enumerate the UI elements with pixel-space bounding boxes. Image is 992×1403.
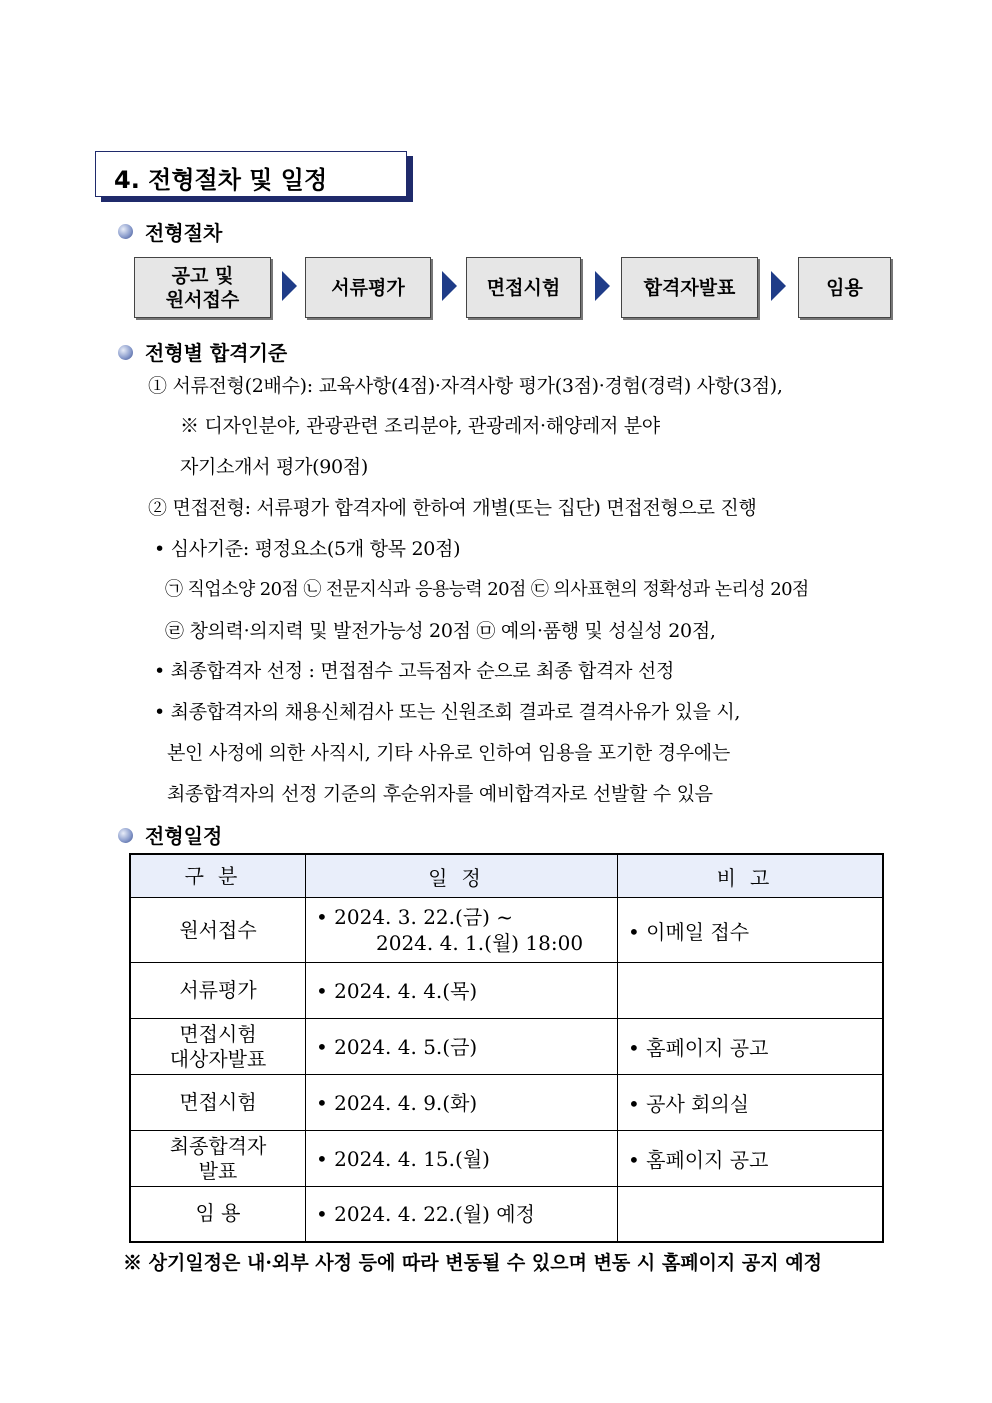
table-row [130, 1019, 883, 1075]
step-label: 공고 및 [171, 264, 234, 287]
row-category [130, 1075, 306, 1131]
section-title-box [95, 151, 407, 197]
procedure-heading: 전형절차 [145, 221, 223, 245]
schedule-table [129, 853, 884, 1243]
step-announcement-result [621, 257, 758, 318]
row-category-text: 최종합격자 [169, 1133, 267, 1158]
row-category [130, 898, 306, 963]
row-category [130, 1187, 306, 1242]
row-category-text: 면접시험 [179, 1021, 257, 1046]
row-note: • 홈페이지 공고 [618, 1019, 884, 1075]
row-date: • 2024. 4. 4.(목) [306, 963, 618, 1019]
header-note: 비고 [618, 854, 884, 898]
step-announcement [134, 257, 271, 318]
table-row [130, 1075, 883, 1131]
table-row [130, 1131, 883, 1187]
criteria-line: • 최종합격자 선정 : 면접점수 고득점자 순으로 최종 합격자 선정 [154, 660, 675, 682]
row-category-text: 대상자발표 [169, 1046, 267, 1071]
criteria-line: 최종합격자의 선정 기준의 후순위자를 예비합격자로 선발할 수 있음 [167, 783, 713, 805]
row-category [130, 1019, 306, 1075]
row-date-text: 2024. 4. 1.(월) 18:00 [376, 931, 584, 955]
row-date [306, 898, 618, 963]
row-category [130, 963, 306, 1019]
schedule-heading: 전형일정 [145, 824, 223, 848]
row-note: • 공사 회의실 [618, 1075, 884, 1131]
row-date: • 2024. 4. 15.(월) [306, 1131, 618, 1187]
arrow-right-icon [442, 271, 457, 301]
step-appointment [798, 257, 891, 318]
step-label: 합격자발표 [643, 276, 736, 299]
arrow-right-icon [282, 271, 297, 301]
arrow-right-icon [771, 271, 786, 301]
step-document-review [305, 257, 431, 318]
row-date: • 2024. 4. 5.(금) [306, 1019, 618, 1075]
header-date: 일정 [306, 854, 618, 898]
row-category-text: 임 용 [195, 1201, 241, 1226]
criteria-line: 본인 사정에 의한 사직시, 기타 사유로 인하여 임용을 포기한 경우에는 [167, 742, 730, 764]
table-header-row [130, 854, 883, 898]
row-note: • 이메일 접수 [618, 898, 884, 963]
criteria-heading: 전형별 합격기준 [145, 341, 288, 365]
criteria-line: • 심사기준: 평정요소(5개 항목 20점) [154, 538, 461, 560]
header-category: 구분 [130, 854, 306, 898]
step-label: 면접시험 [486, 276, 561, 299]
bullet-icon [118, 828, 133, 843]
bullet-icon [118, 224, 133, 239]
bullet-icon [118, 345, 133, 360]
arrow-right-icon [595, 271, 610, 301]
criteria-line: ㉠ 직업소양 20점 ㉡ 전문지식과 응용능력 20점 ㉢ 의사표현의 정확성과 논리성 20점 [165, 579, 809, 600]
criteria-line: ※ 디자인분야, 관광관련 조리분야, 관광레저·해양레저 분야 [180, 415, 660, 437]
row-category-text: 면접시험 [179, 1090, 257, 1114]
row-date: • 2024. 4. 9.(화) [306, 1075, 618, 1131]
row-note [618, 963, 884, 1019]
step-label: 서류평가 [331, 276, 405, 299]
table-row [130, 898, 883, 963]
step-label: 임용 [826, 276, 863, 299]
criteria-line: ㉣ 창의력·의지력 및 발전가능성 20점 ㉤ 예의·품행 및 성실성 20점, [165, 620, 716, 642]
row-date: • 2024. 4. 22.(월) 예정 [306, 1187, 618, 1242]
row-note [618, 1187, 884, 1242]
step-label: 원서접수 [165, 288, 240, 311]
criteria-line: 자기소개서 평가(90점) [180, 456, 368, 478]
row-category-text: 원서접수 [179, 917, 257, 942]
table-row [130, 1187, 883, 1242]
row-note: • 홈페이지 공고 [618, 1131, 884, 1187]
criteria-line: ① 서류전형(2배수): 교육사항(4점)·자격사항 평가(3점)·경험(경력) 사항(3점), [148, 375, 783, 397]
step-interview [466, 257, 581, 318]
row-date-text: • 2024. 3. 22.(금) ~ [316, 905, 514, 929]
row-category-text: 서류평가 [179, 978, 257, 1002]
schedule-footnote: ※ 상기일정은 내·외부 사정 등에 따라 변동될 수 있으며 변동 시 홈페이지 공지 예정 [123, 1252, 822, 1274]
table-row [130, 963, 883, 1019]
criteria-line: • 최종합격자의 채용신체검사 또는 신원조회 결과로 결격사유가 있을 시, [154, 701, 741, 723]
criteria-line: ② 면접전형: 서류평가 합격자에 한하여 개별(또는 집단) 면접전형으로 진행 [148, 497, 757, 519]
section-title: 4. 전형절차 및 일정 [114, 166, 328, 194]
row-category-text: 발표 [198, 1158, 238, 1183]
row-category [130, 1131, 306, 1187]
